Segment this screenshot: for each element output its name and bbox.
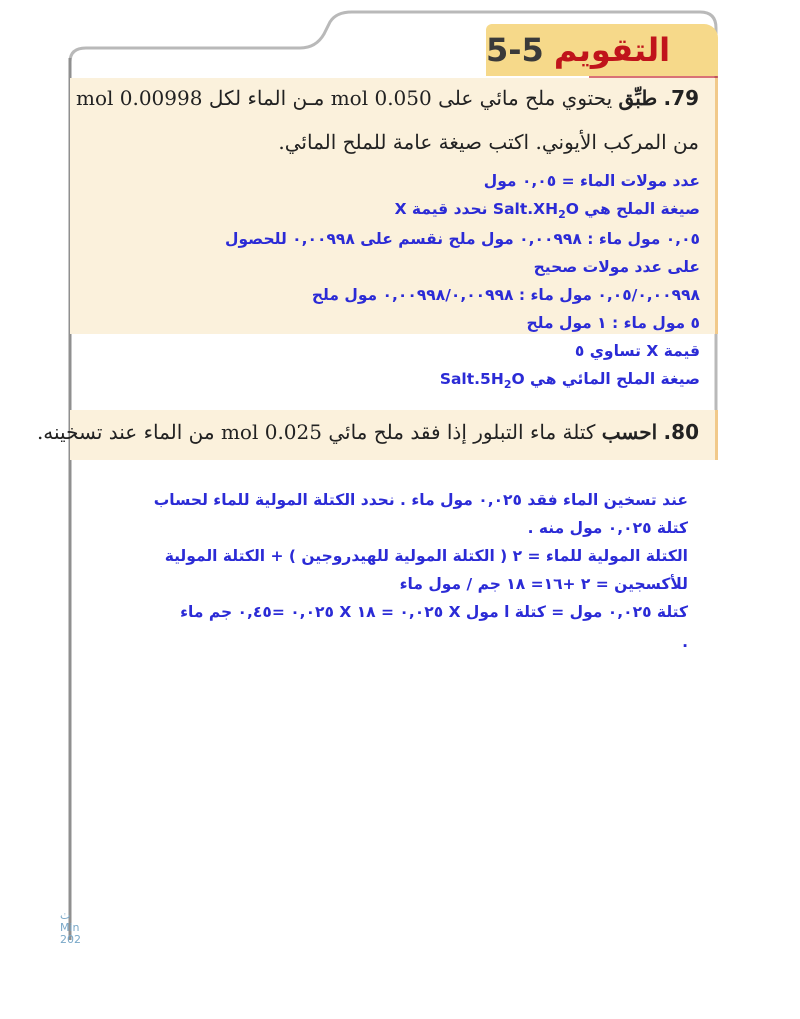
- answer-79-line-7: قيمة X تساوي ٥: [574, 342, 700, 360]
- question-79-line-2: من المركب الأيوني. اكتب صيغة عامة للملح المائي.: [278, 130, 699, 154]
- answer-79-line-4: على عدد مولات صحيح: [533, 258, 700, 276]
- logo-glyph: ﭞ: [60, 909, 71, 922]
- answer-79-line-6: ٥ مول ماء : ١ مول ملح: [526, 314, 700, 332]
- formula-final: $Salt.5H_2O$: [439, 370, 525, 392]
- section-header: [486, 24, 718, 76]
- logo-text: Min: [60, 921, 80, 934]
- answer-79-line-3: ٠,٠٥ مول ماء : ٠,٠٠٩٩٨ مول ملح نقسم على ٠,٠٠٩٩٨ للحصول: [225, 230, 700, 248]
- question-79: [70, 78, 718, 166]
- section-number: 5-5: [486, 31, 544, 69]
- question-80: [36, 410, 718, 460]
- question-79-line-1: [76, 86, 699, 110]
- answer-80-line-2: كتلة ٠,٠٢٥ مول منه .: [527, 519, 688, 537]
- question-number: 79.: [663, 86, 699, 110]
- publisher-logo: [60, 910, 81, 946]
- formula-note: نحدد قيمة X: [394, 200, 488, 218]
- question-number: 80.: [663, 420, 699, 444]
- formula-general: $Salt.XH_2O$: [492, 200, 579, 222]
- question-verb: احسب: [601, 420, 658, 444]
- answer-79-line-2: [395, 198, 700, 226]
- answer-80-line-5: كتلة ٠,٠٢٥ مول = كتلة ا مول X ٠,٠٢٥ = ١٨ X ٠,٠٢٥ =٠,٤٥ جم ماء: [180, 603, 688, 621]
- answer-80-line-6: .: [682, 633, 688, 651]
- question-verb: طبِّق: [618, 86, 658, 110]
- answer-79-line-1: عدد مولات الماء = ٠,٠٥ مول: [483, 172, 700, 190]
- question-text: كتلة ماء التبلور إذا فقد ملح مائي 0.025 mol من الماء عند تسخينه.: [36, 420, 596, 444]
- question-80-line: [37, 420, 699, 444]
- section-title: التقويم: [553, 31, 671, 69]
- answer-80-line-1: عند تسخين الماء فقد ٠,٠٢٥ مول ماء . نحدد الكتلة المولية للماء لحساب: [153, 491, 688, 509]
- answer-79-line-5: ٠,٠٥/٠,٠٠٩٩٨ مول ماء : ٠,٠٠٩٩٨/٠,٠٠٩٩٨ مول ملح: [311, 286, 700, 304]
- formula-label: صيغة الملح هي: [578, 200, 700, 218]
- answer-79-line-8: [440, 368, 700, 396]
- question-text: يحتوي ملح مائي على 0.050 mol مـن الماء لكل 0.00998 mol: [75, 86, 613, 110]
- answer-80-line-4: للأكسجين = ٢ +١٦= ١٨ جم / مول ماء: [399, 575, 688, 593]
- logo-year: 202: [60, 933, 81, 946]
- answer-80-line-3: الكتلة المولية للماء = ٢ ( الكتلة المولية للهيدروجين ) + الكتلة المولية: [164, 547, 688, 565]
- formula-label: صيغة الملح المائي هي: [524, 370, 700, 388]
